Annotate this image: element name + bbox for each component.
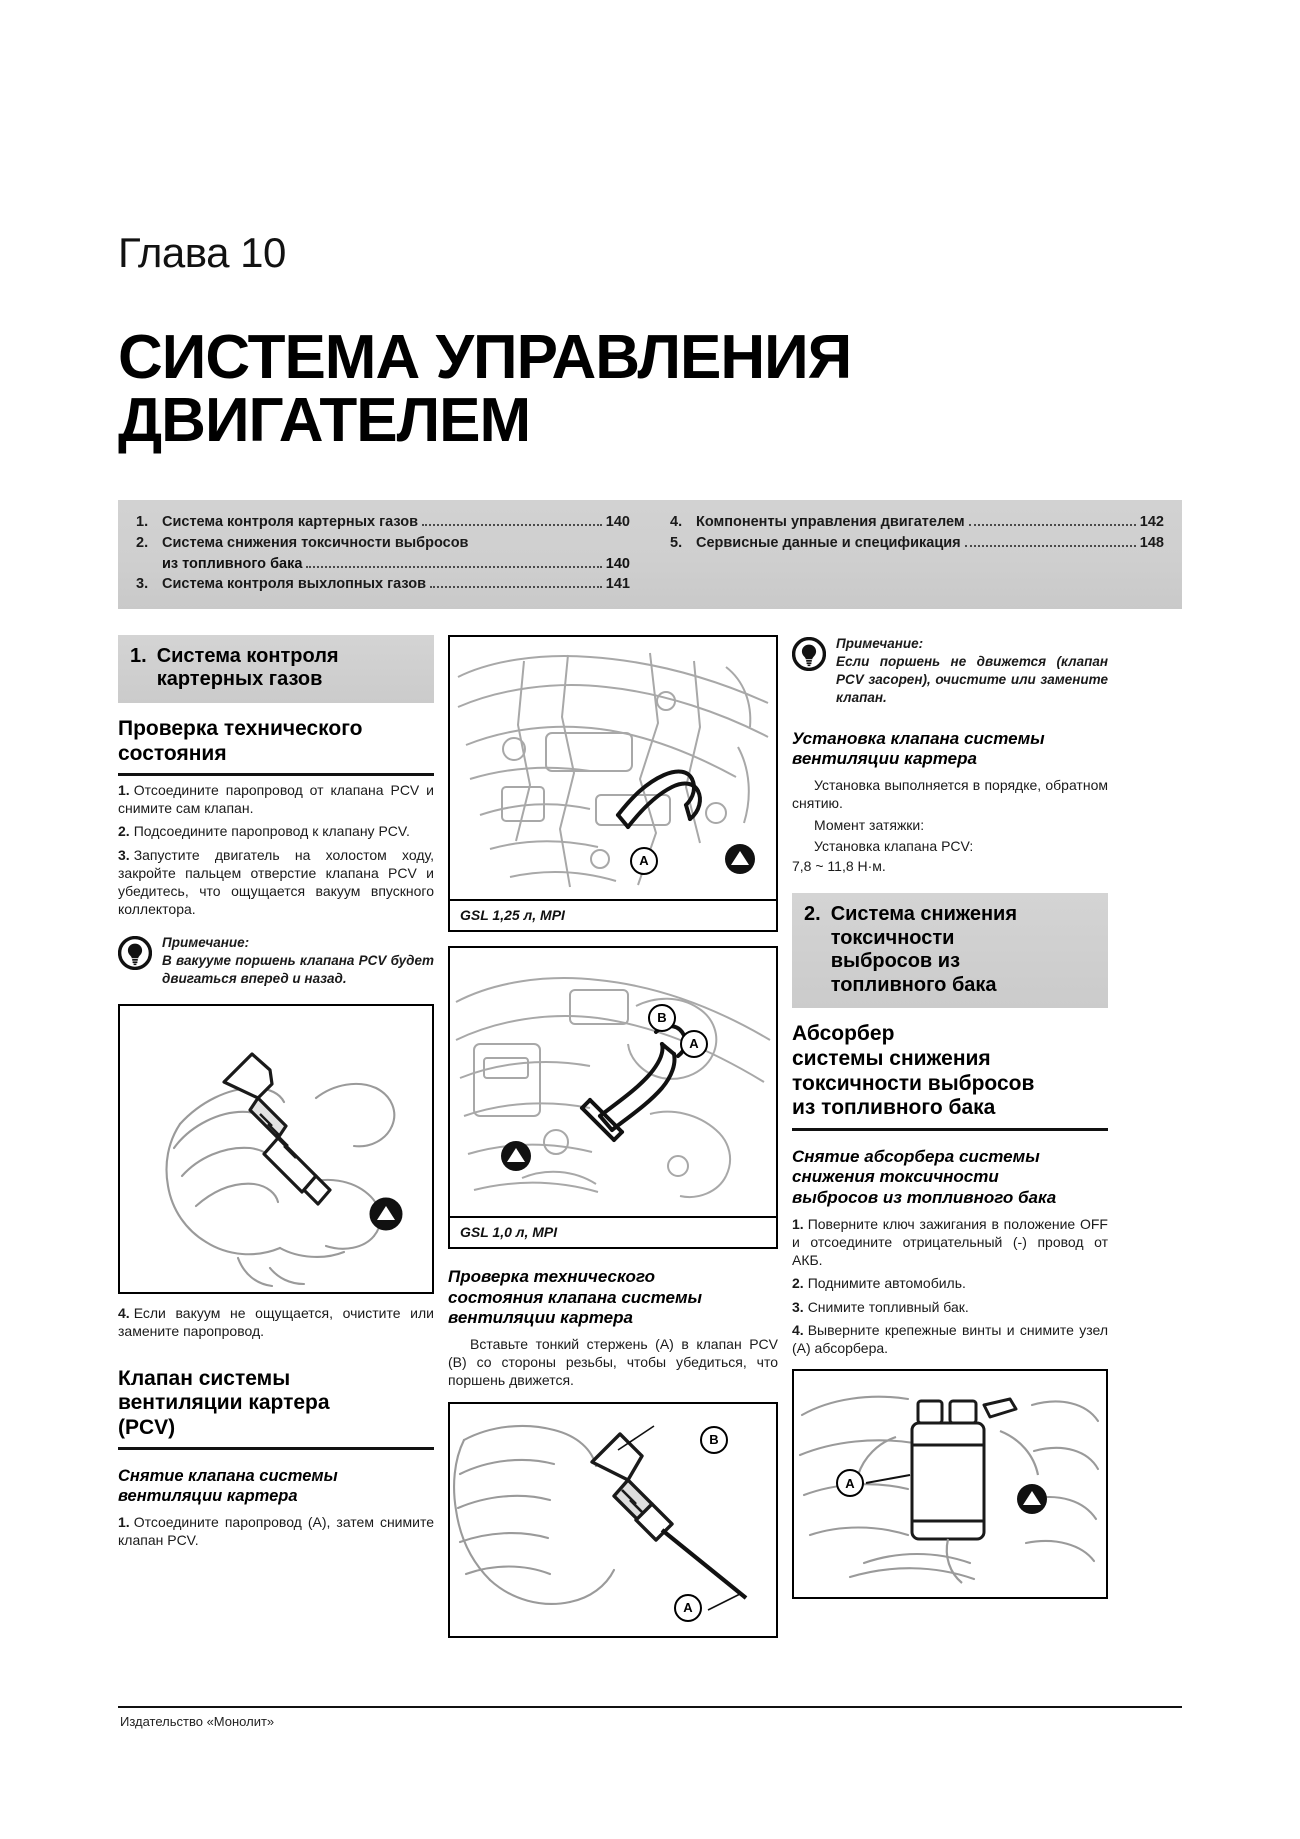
column-left xyxy=(118,635,434,1549)
heading-inspection-line1: Проверка технического xyxy=(118,716,363,740)
procedure-step xyxy=(118,822,434,840)
torque-label: Момент затяжки: xyxy=(814,817,925,834)
toc-column-right xyxy=(670,512,1164,594)
toc-entry[interactable] xyxy=(136,574,630,595)
section-1-title-line1: Система контроля xyxy=(156,644,339,667)
heading-absorber-line2: системы снижения xyxy=(792,1046,991,1070)
figure-engine-bay-125 xyxy=(448,635,778,932)
step-text: Отсоедините паропровод от клапана PCV и снимите сам клапан. xyxy=(118,782,434,817)
manufacturer-logo-mark xyxy=(501,1141,531,1171)
heading-absorber-removal xyxy=(792,1147,1108,1209)
figure-callout-a: A xyxy=(836,1469,864,1497)
step-number: 3. xyxy=(792,1298,804,1315)
toc-entry[interactable] xyxy=(136,533,630,554)
step-number: 4. xyxy=(792,1321,804,1338)
heading-absorber xyxy=(792,1022,1108,1130)
step-number: 2. xyxy=(118,823,130,840)
section-2-title xyxy=(831,903,1017,997)
toc-entry[interactable] xyxy=(670,533,1164,554)
figure-engine-bay-125-image xyxy=(450,637,776,899)
torque-value: 7,8 ~ 11,8 Н·м. xyxy=(792,857,886,874)
step-text: Выверните крепежные винты и снимите узел (A) абсорбера. xyxy=(792,1321,1108,1356)
table-of-contents xyxy=(118,500,1182,608)
step-number: 4. xyxy=(118,1305,130,1322)
heading-inspection xyxy=(118,717,434,776)
toc-number: 3. xyxy=(136,576,149,593)
body-columns xyxy=(118,635,1182,1638)
torque-item: Установка клапана PCV: xyxy=(814,837,974,854)
toc-label: Система контроля картерных газов xyxy=(162,514,419,531)
procedure-step xyxy=(792,1215,1108,1270)
toc-label: Компоненты управления двигателем xyxy=(696,514,965,531)
toc-entry[interactable] xyxy=(136,512,630,533)
toc-column-left xyxy=(136,512,630,594)
step-text: Поднимите автомобиль. xyxy=(807,1275,966,1292)
step-number: 2. xyxy=(792,1275,804,1292)
footer-divider xyxy=(118,1706,1182,1708)
section-1-title xyxy=(157,645,339,692)
figure-pcv-rod-check xyxy=(448,1402,778,1638)
pcv-check-paragraph: Вставьте тонкий стержень (A) в клапан PCV (B) со стороны резьбы, чтобы убедиться, что поршень движется. xyxy=(448,1335,778,1389)
procedure-step xyxy=(792,1298,1108,1316)
column-right xyxy=(792,635,1108,1599)
procedure-step xyxy=(792,1321,1108,1357)
footer-publisher: Издательство «Монолит» xyxy=(120,1714,275,1729)
figure-caption-10: GSL 1,0 л, MPI xyxy=(450,1216,776,1247)
note-body: В вакууме поршень клапана PCV будет двигаться вперед и назад. xyxy=(162,953,434,987)
toc-number: 2. xyxy=(136,535,149,552)
page-title-line1: СИСТЕМА УПРАВЛЕНИЯ xyxy=(118,323,852,392)
heading-pcv-install-line2: вентиляции картера xyxy=(792,749,977,769)
heading-pcv-install xyxy=(792,729,1108,770)
heading-absorber-line1: Абсорбер xyxy=(792,1022,895,1046)
step-text: Если вакуум не ощущается, очистите или замените паропровод. xyxy=(118,1305,434,1340)
section-2-header xyxy=(792,893,1108,1008)
manufacturer-logo-mark xyxy=(371,1199,402,1230)
toc-label: Система контроля выхлопных газов xyxy=(162,576,427,593)
procedure-step xyxy=(118,1304,434,1340)
heading-inspection-line2: состояния xyxy=(118,741,227,765)
procedure-step xyxy=(792,1274,1108,1292)
toc-page-number: 140 xyxy=(605,514,630,531)
toc-leader-dots xyxy=(422,515,602,526)
step-text: Отсоедините паропровод (A), затем снимите клапан PCV. xyxy=(118,1513,434,1548)
step-text: Поверните ключ зажигания в положение OFF и отсоедините отрицательный (-) провод от АКБ. xyxy=(792,1215,1108,1269)
manufacturer-logo-mark xyxy=(1017,1484,1047,1514)
toc-label-cont: из топливного бака xyxy=(162,555,303,572)
section-2-number: 2. xyxy=(804,903,821,925)
figure-absorber-unit xyxy=(792,1369,1108,1599)
heading-pcv-valve-line3: (PCV) xyxy=(118,1415,176,1439)
figure-engine-bay-10-image xyxy=(450,948,776,1216)
figure-engine-bay-10 xyxy=(448,946,778,1249)
procedure-step xyxy=(118,781,434,817)
toc-page-number: 140 xyxy=(605,555,630,572)
heading-pcv-check-line3: вентиляции картера xyxy=(448,1308,633,1328)
note-title: Примечание: xyxy=(162,935,250,951)
step-number: 1. xyxy=(792,1215,804,1232)
toc-number: 1. xyxy=(136,514,149,531)
page-title xyxy=(118,323,1182,456)
section-1-title-line2: картерных газов xyxy=(156,668,323,691)
toc-entry-continuation[interactable] xyxy=(136,554,630,575)
step-text: Подсоедините паропровод к клапану PCV. xyxy=(133,823,410,840)
note-text xyxy=(836,635,1108,707)
figure-callout-b: B xyxy=(648,1004,676,1032)
note-block xyxy=(792,635,1108,707)
step-number: 1. xyxy=(118,782,130,799)
step-text: Снимите топливный бак. xyxy=(807,1298,969,1315)
figure-pcv-valve-hand xyxy=(118,1004,434,1294)
step-number: 1. xyxy=(118,1513,130,1530)
section-1-number: 1. xyxy=(130,644,147,667)
procedure-step xyxy=(118,1513,434,1549)
chapter-label: Глава 10 xyxy=(118,229,286,276)
heading-absorber-line3: токсичности выбросов xyxy=(792,1071,1035,1095)
toc-page-number: 142 xyxy=(1139,514,1164,531)
figure-callout-a: A xyxy=(674,1594,702,1622)
step-number: 3. xyxy=(118,846,130,863)
toc-entry[interactable] xyxy=(670,512,1164,533)
heading-pcv-check-line2: состояния клапана системы xyxy=(448,1287,703,1307)
heading-absorber-removal-line3: выбросов из топливного бака xyxy=(792,1188,1057,1208)
install-paragraph: Установка выполняется в порядке, обратном снятию. xyxy=(792,777,1108,812)
section-2-title-line1: Система снижения xyxy=(830,903,1017,925)
figure-callout-a: A xyxy=(680,1030,708,1058)
heading-absorber-removal-line2: снижения токсичности xyxy=(792,1167,999,1187)
figure-caption-125: GSL 1,25 л, MPI xyxy=(450,899,776,930)
toc-leader-dots xyxy=(430,577,602,588)
note-text xyxy=(162,934,434,988)
page-content xyxy=(118,0,1182,1638)
toc-leader-dots xyxy=(969,515,1136,526)
heading-pcv-removal-line1: Снятие клапана системы xyxy=(118,1467,338,1486)
toc-number: 4. xyxy=(670,514,683,531)
section-2-title-line2: токсичности xyxy=(830,926,955,949)
heading-pcv-install-line1: Установка клапана системы xyxy=(792,728,1045,748)
figure-callout-b: B xyxy=(700,1426,728,1454)
note-body: Если поршень не движется (клапан PCV засорен), очистите или замените клапан. xyxy=(836,653,1108,705)
toc-page-number: 148 xyxy=(1139,535,1164,552)
section-1-header xyxy=(118,635,434,703)
page-title-line2: ДВИГАТЕЛЕМ xyxy=(118,386,531,456)
heading-absorber-line4: из топливного бака xyxy=(792,1096,996,1120)
heading-pcv-check-line1: Проверка технического xyxy=(448,1266,655,1286)
heading-pcv-check xyxy=(448,1267,778,1329)
heading-absorber-removal-line1: Снятие абсорбера системы xyxy=(792,1146,1040,1166)
heading-pcv-valve xyxy=(118,1367,434,1451)
heading-pcv-valve-line2: вентиляции картера xyxy=(118,1391,330,1415)
toc-label: Система снижения токсичности выбросов xyxy=(162,535,469,552)
note-title: Примечание: xyxy=(836,635,924,651)
toc-leader-dots xyxy=(965,536,1136,547)
column-middle xyxy=(448,635,778,1638)
toc-leader-dots xyxy=(306,557,601,568)
toc-number: 5. xyxy=(670,535,683,552)
section-2-title-line4: топливного бака xyxy=(830,973,997,996)
step-text: Запустите двигатель на холостом ходу, закройте пальцем отверстие клапана PCV и убедитесь, что ощущается вакуум впускного коллектора. xyxy=(118,846,434,918)
lightbulb-icon xyxy=(792,637,826,676)
figure-callout-a: A xyxy=(630,847,658,875)
lightbulb-icon xyxy=(118,936,152,975)
toc-label: Сервисные данные и спецификация xyxy=(696,535,961,552)
heading-pcv-removal-line2: вентиляции картера xyxy=(118,1487,298,1506)
section-2-title-line3: выбросов из xyxy=(830,950,961,973)
procedure-step xyxy=(118,846,434,919)
heading-pcv-removal xyxy=(118,1466,434,1506)
toc-page-number: 141 xyxy=(605,576,630,593)
heading-pcv-valve-line1: Клапан системы xyxy=(118,1366,291,1390)
note-block xyxy=(118,934,434,988)
manufacturer-logo-mark xyxy=(725,844,755,874)
figure-pcv-valve-drawing xyxy=(120,1006,431,1288)
